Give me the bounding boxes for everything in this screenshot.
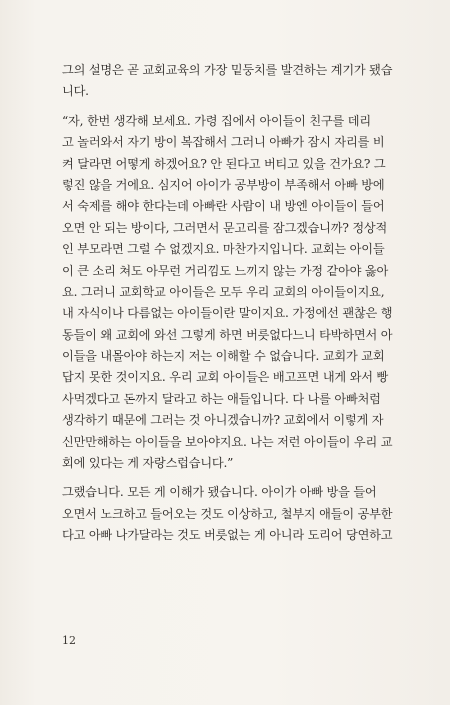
text-line: 오면서 노크하고 들어오는 것도 이상하고, 철부지 애들이 공부한: [62, 506, 393, 521]
text-line: “자, 한번 생각해 보세요. 가령 집에서 아이들이 친구를 데리: [62, 113, 371, 128]
paragraph: [62, 60, 402, 103]
paragraph: [62, 482, 402, 546]
text-line: 요. 그러니 교회학교 아이들은 모두 우리 교회의 아이들이지요,: [62, 284, 385, 299]
text-line: 니다.: [62, 84, 89, 99]
text-line: 인 부모라면 그럴 수 없겠지요. 마찬가지입니다. 교회는 아이들: [62, 242, 385, 257]
text-line: 고 놀러와서 자기 방이 복잡해서 그러니 아빠가 잠시 자리를 비: [62, 135, 385, 150]
text-line: 내 자식이나 다름없는 아이들이란 말이지요. 가정에선 괜찮은 행: [62, 306, 393, 321]
text-line: 그랬습니다. 모든 게 이해가 됐습니다. 아이가 아빠 방을 들어: [62, 485, 377, 500]
text-line: 렇진 않을 거에요. 심지어 아이가 공부방이 부족해서 아빠 방에: [62, 177, 385, 192]
text-line: 회에 있다는 게 자랑스럽습니다.”: [62, 456, 234, 471]
text-line: 신만만해하는 아이들을 보아야지요. 나는 저런 아이들이 우리 교: [62, 434, 393, 449]
text-line: 다고 아빠 나가달라는 것도 버릇없는 게 아니라 도리어 당연하고: [62, 528, 393, 543]
text-line: 그의 설명은 곧 교회교육의 가장 밑둥치를 발견하는 계기가 됐습: [62, 63, 393, 77]
text-line: 생각하기 때문에 그러는 것 아니겠습니까? 교회에서 이렇게 자: [62, 413, 384, 428]
paragraph-quote: [62, 111, 402, 475]
text-line: 동들이 왜 교회에 와선 그렇게 하면 버릇없다느니 타박하면서 아: [62, 327, 393, 342]
text-line: 이들을 내몰아야 하는지 저는 이해할 수 없습니다. 교회가 교회: [62, 349, 385, 364]
page-number: 12: [62, 634, 76, 647]
body-text: [62, 60, 402, 547]
text-line: 이 큰 소리 쳐도 아무런 거리낌도 느끼지 않는 가정 같아야 옳아: [62, 263, 389, 278]
text-line: 서 숙제를 해야 한다는데 아빠란 사람이 내 방엔 아이들이 들어: [62, 199, 385, 214]
text-line: 켜 달라면 어떻게 하겠어요? 안 된다고 버티고 있을 건가요? 그: [62, 156, 386, 171]
text-line: 답지 못한 것이지요. 우리 교회 아이들은 배고프면 내게 와서 빵: [62, 370, 389, 385]
text-line: 사먹겠다고 돈까지 달라고 하는 애들입니다. 다 나를 아빠처럼: [62, 391, 381, 406]
text-line: 오면 안 되는 방이다, 그러면서 문고리를 잠그겠습니까? 정상적: [62, 220, 388, 235]
